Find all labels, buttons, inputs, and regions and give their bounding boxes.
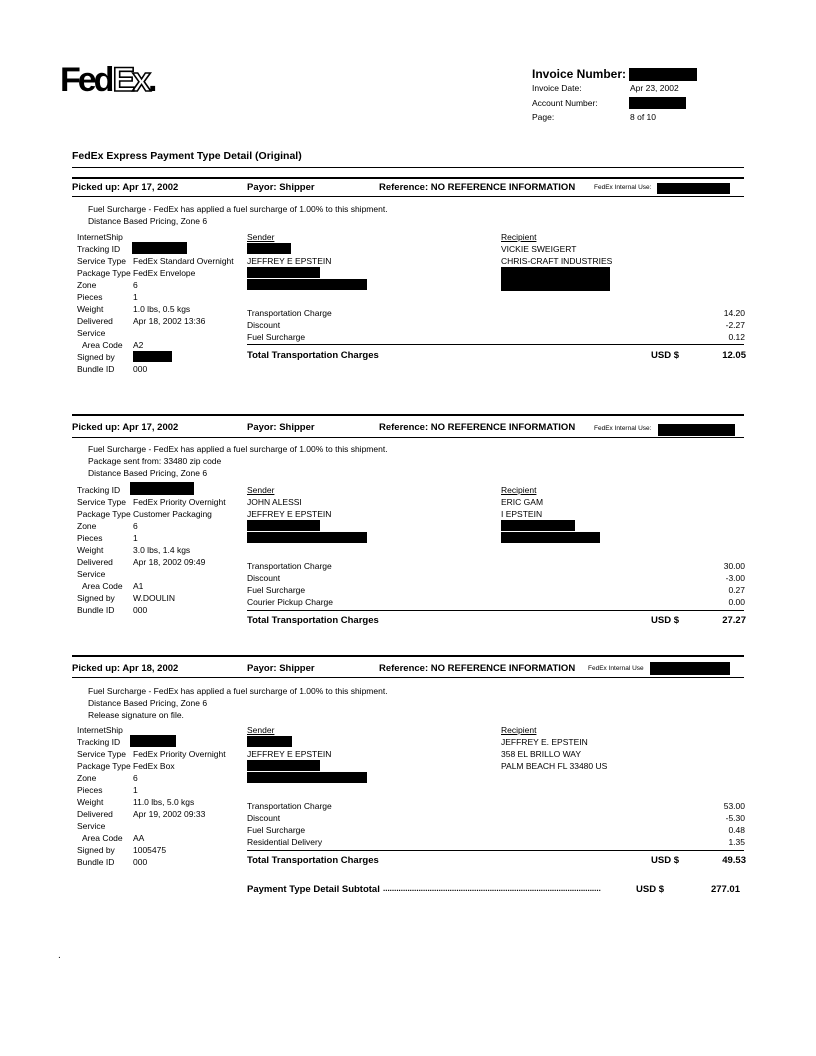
total-amount: 12.05 [722,350,746,361]
sender-address-redaction [247,772,367,783]
sender-line: JEFFREY E EPSTEIN [247,256,332,266]
reference: Reference: NO REFERENCE INFORMATION [379,663,576,674]
footer-mark: . [58,950,61,961]
recipient-line: I EPSTEIN [501,509,543,519]
shipment-top-rule [72,655,744,657]
charge-label: Discount [247,573,281,583]
recipient-line: JEFFREY E. EPSTEIN [501,737,588,747]
charge-amount: 1.35 [728,837,745,847]
recipient-label: Recipient [501,725,537,735]
sender-label: Sender [247,232,275,242]
logo-ex-text: Ex [112,61,149,99]
payor: Payor: Shipper [247,182,315,193]
recipient-address-redaction [501,267,610,291]
zone-value: 6 [133,521,138,531]
weight-label: Weight [77,545,104,555]
weight-label: Weight [77,797,104,807]
charge-amount: 0.27 [728,585,745,595]
note: Fuel Surcharge - FedEx has applied a fuel surcharge of 1.00% to this shipment. [88,686,388,696]
sender-label: Sender [247,725,275,735]
sender-address-redaction [247,760,320,771]
charge-label: Transportation Charge [247,308,332,318]
sender-line: JOHN ALESSI [247,497,302,507]
charges-divider [247,344,744,345]
weight-label: Weight [77,304,104,314]
fedex-logo [60,60,155,100]
sender-label: Sender [247,485,275,495]
note: Fuel Surcharge - FedEx has applied a fuel surcharge of 1.00% to this shipment. [88,204,388,214]
title-divider [72,167,744,168]
charge-label: Residential Delivery [247,837,323,847]
charge-amount: -2.27 [725,320,745,330]
pieces-label: Pieces [77,533,103,543]
internal-use-redaction [657,183,730,194]
area-code-value: A2 [133,340,144,350]
zone-label: Zone [77,773,97,783]
package-type-value: FedEx Box [133,761,175,771]
service-label: Service [77,821,106,831]
invoice-number-label: Invoice Number: [532,67,627,81]
service-type-label: Service Type [77,749,126,759]
internal-use-redaction [658,424,735,436]
bundle-id-value: 000 [133,857,148,867]
internal-use-label: FedEx Internal Use: [594,184,652,191]
recipient-line: ERIC GAM [501,497,544,507]
charge-amount: -3.00 [725,573,745,583]
package-type-label: Package Type [77,761,131,771]
pieces-value: 1 [133,785,138,795]
shipment-header-rule [72,196,744,197]
page-label: Page: [532,112,555,122]
total-label: Total Transportation Charges [247,855,379,866]
internetship-label: InternetShip [77,725,123,735]
charge-amount: 30.00 [723,561,745,571]
charge-label: Fuel Surcharge [247,332,306,342]
internetship-label: InternetShip [77,232,123,242]
delivered-label: Delivered [77,557,113,567]
shipment-top-rule [72,414,744,416]
area-code-label: Area Code [82,581,123,591]
tracking-id-redaction [132,242,187,254]
subtotal-currency: USD $ [636,884,664,895]
sender-address-redaction [247,532,367,543]
charge-amount: 53.00 [723,801,745,811]
package-type-label: Package Type [77,268,131,278]
service-type-value: FedEx Standard Overnight [133,256,234,266]
page-title: FedEx Express Payment Type Detail (Original) [72,150,302,162]
signed-by-redaction [133,351,172,362]
logo-dot: . [148,61,155,99]
total-currency: USD $ [651,615,679,626]
signed-by-value: W.DOULIN [133,593,176,603]
shipment-header-rule [72,677,744,678]
area-code-value: A1 [133,581,144,591]
zone-value: 6 [133,773,138,783]
bundle-id-label: Bundle ID [77,857,115,867]
recipient-address-redaction [501,520,575,531]
invoice-date-value: Apr 23, 2002 [630,83,679,93]
tracking-id-redaction [130,482,194,495]
recipient-label: Recipient [501,485,537,495]
service-type-value: FedEx Priority Overnight [133,497,226,507]
invoice-number-redaction [629,68,697,81]
service-type-label: Service Type [77,256,126,266]
reference: Reference: NO REFERENCE INFORMATION [379,422,576,433]
total-amount: 27.27 [722,615,746,626]
signed-by-label: Signed by [77,352,115,362]
sender-name-redaction [247,736,292,747]
subtotal-amount: 277.01 [710,884,740,895]
tracking-id-label: Tracking ID [77,485,121,495]
area-code-label: Area Code [82,833,123,843]
charge-amount: -5.30 [725,813,745,823]
zone-label: Zone [77,521,97,531]
delivered-value: Apr 19, 2002 09:33 [133,809,206,819]
pieces-label: Pieces [77,785,103,795]
charge-label: Courier Pickup Charge [247,597,333,607]
payor: Payor: Shipper [247,422,315,433]
charge-amount: 0.00 [728,597,745,607]
internal-use-label: FedEx Internal Use [588,665,644,672]
recipient-address-redaction [501,532,600,543]
weight-value: 1.0 lbs, 0.5 kgs [133,304,191,314]
sender-line: JEFFREY E EPSTEIN [247,749,332,759]
pieces-label: Pieces [77,292,103,302]
service-type-value: FedEx Priority Overnight [133,749,226,759]
page-value: 8 of 10 [630,112,656,122]
internal-use-label: FedEx Internal Use: [594,425,652,432]
invoice-date-label: Invoice Date: [532,83,582,93]
sender-address-redaction [247,267,320,278]
charge-label: Discount [247,320,281,330]
picked-up-date: Picked up: Apr 17, 2002 [72,182,179,193]
internal-use-redaction [650,662,730,675]
picked-up-date: Picked up: Apr 18, 2002 [72,663,179,674]
package-type-value: FedEx Envelope [133,268,196,278]
shipment-header-rule [72,437,744,438]
bundle-id-label: Bundle ID [77,364,115,374]
weight-value: 3.0 lbs, 1.4 kgs [133,545,191,555]
service-type-label: Service Type [77,497,126,507]
recipient-line: 358 EL BRILLO WAY [501,749,581,759]
recipient-line: PALM BEACH FL 33480 US [501,761,608,771]
sender-address-redaction [247,279,367,290]
charge-label: Fuel Surcharge [247,585,306,595]
weight-value: 11.0 lbs, 5.0 kgs [133,797,195,807]
charge-label: Transportation Charge [247,561,332,571]
reference: Reference: NO REFERENCE INFORMATION [379,182,576,193]
recipient-line: CHRIS-CRAFT INDUSTRIES [501,256,613,266]
charges-divider [247,610,744,611]
sender-name-redaction [247,243,291,254]
total-currency: USD $ [651,855,679,866]
pieces-value: 1 [133,292,138,302]
package-type-label: Package Type [77,509,131,519]
sender-address-redaction [247,520,320,531]
bundle-id-value: 000 [133,605,148,615]
recipient-line: VICKIE SWEIGERT [501,244,577,254]
area-code-value: AA [133,833,145,843]
charge-amount: 14.20 [723,308,745,318]
zone-value: 6 [133,280,138,290]
area-code-label: Area Code [82,340,123,350]
delivered-label: Delivered [77,809,113,819]
account-number-redaction [629,97,686,109]
charge-label: Fuel Surcharge [247,825,306,835]
bundle-id-label: Bundle ID [77,605,115,615]
delivered-value: Apr 18, 2002 13:36 [133,316,206,326]
shipment-top-rule [72,177,744,179]
tracking-id-label: Tracking ID [77,244,121,254]
signed-by-value: 1005475 [133,845,167,855]
subtotal-leader-dots: .................................................................................................. [383,884,601,893]
service-label: Service [77,569,106,579]
recipient-label: Recipient [501,232,537,242]
charge-amount: 0.12 [728,332,745,342]
tracking-id-label: Tracking ID [77,737,121,747]
total-amount: 49.53 [722,855,746,866]
account-number-label: Account Number: [532,98,598,108]
package-type-value: Customer Packaging [133,509,212,519]
charge-amount: 0.48 [728,825,745,835]
note: Distance Based Pricing, Zone 6 [88,216,208,226]
signed-by-label: Signed by [77,845,115,855]
bundle-id-value: 000 [133,364,148,374]
tracking-id-redaction [130,735,176,747]
total-label: Total Transportation Charges [247,615,379,626]
note: Release signature on file. [88,710,184,720]
total-currency: USD $ [651,350,679,361]
charge-label: Discount [247,813,281,823]
total-label: Total Transportation Charges [247,350,379,361]
charges-divider [247,850,744,851]
picked-up-date: Picked up: Apr 17, 2002 [72,422,179,433]
note: Distance Based Pricing, Zone 6 [88,468,208,478]
charge-label: Transportation Charge [247,801,332,811]
subtotal-label: Payment Type Detail Subtotal [247,884,380,895]
logo-fed-text: Fed [60,61,112,99]
pieces-value: 1 [133,533,138,543]
payor: Payor: Shipper [247,663,315,674]
note: Distance Based Pricing, Zone 6 [88,698,208,708]
delivered-label: Delivered [77,316,113,326]
note: Fuel Surcharge - FedEx has applied a fuel surcharge of 1.00% to this shipment. [88,444,388,454]
signed-by-label: Signed by [77,593,115,603]
note: Package sent from: 33480 zip code [88,456,222,466]
delivered-value: Apr 18, 2002 09:49 [133,557,206,567]
sender-line: JEFFREY E EPSTEIN [247,509,332,519]
zone-label: Zone [77,280,97,290]
service-label: Service [77,328,106,338]
